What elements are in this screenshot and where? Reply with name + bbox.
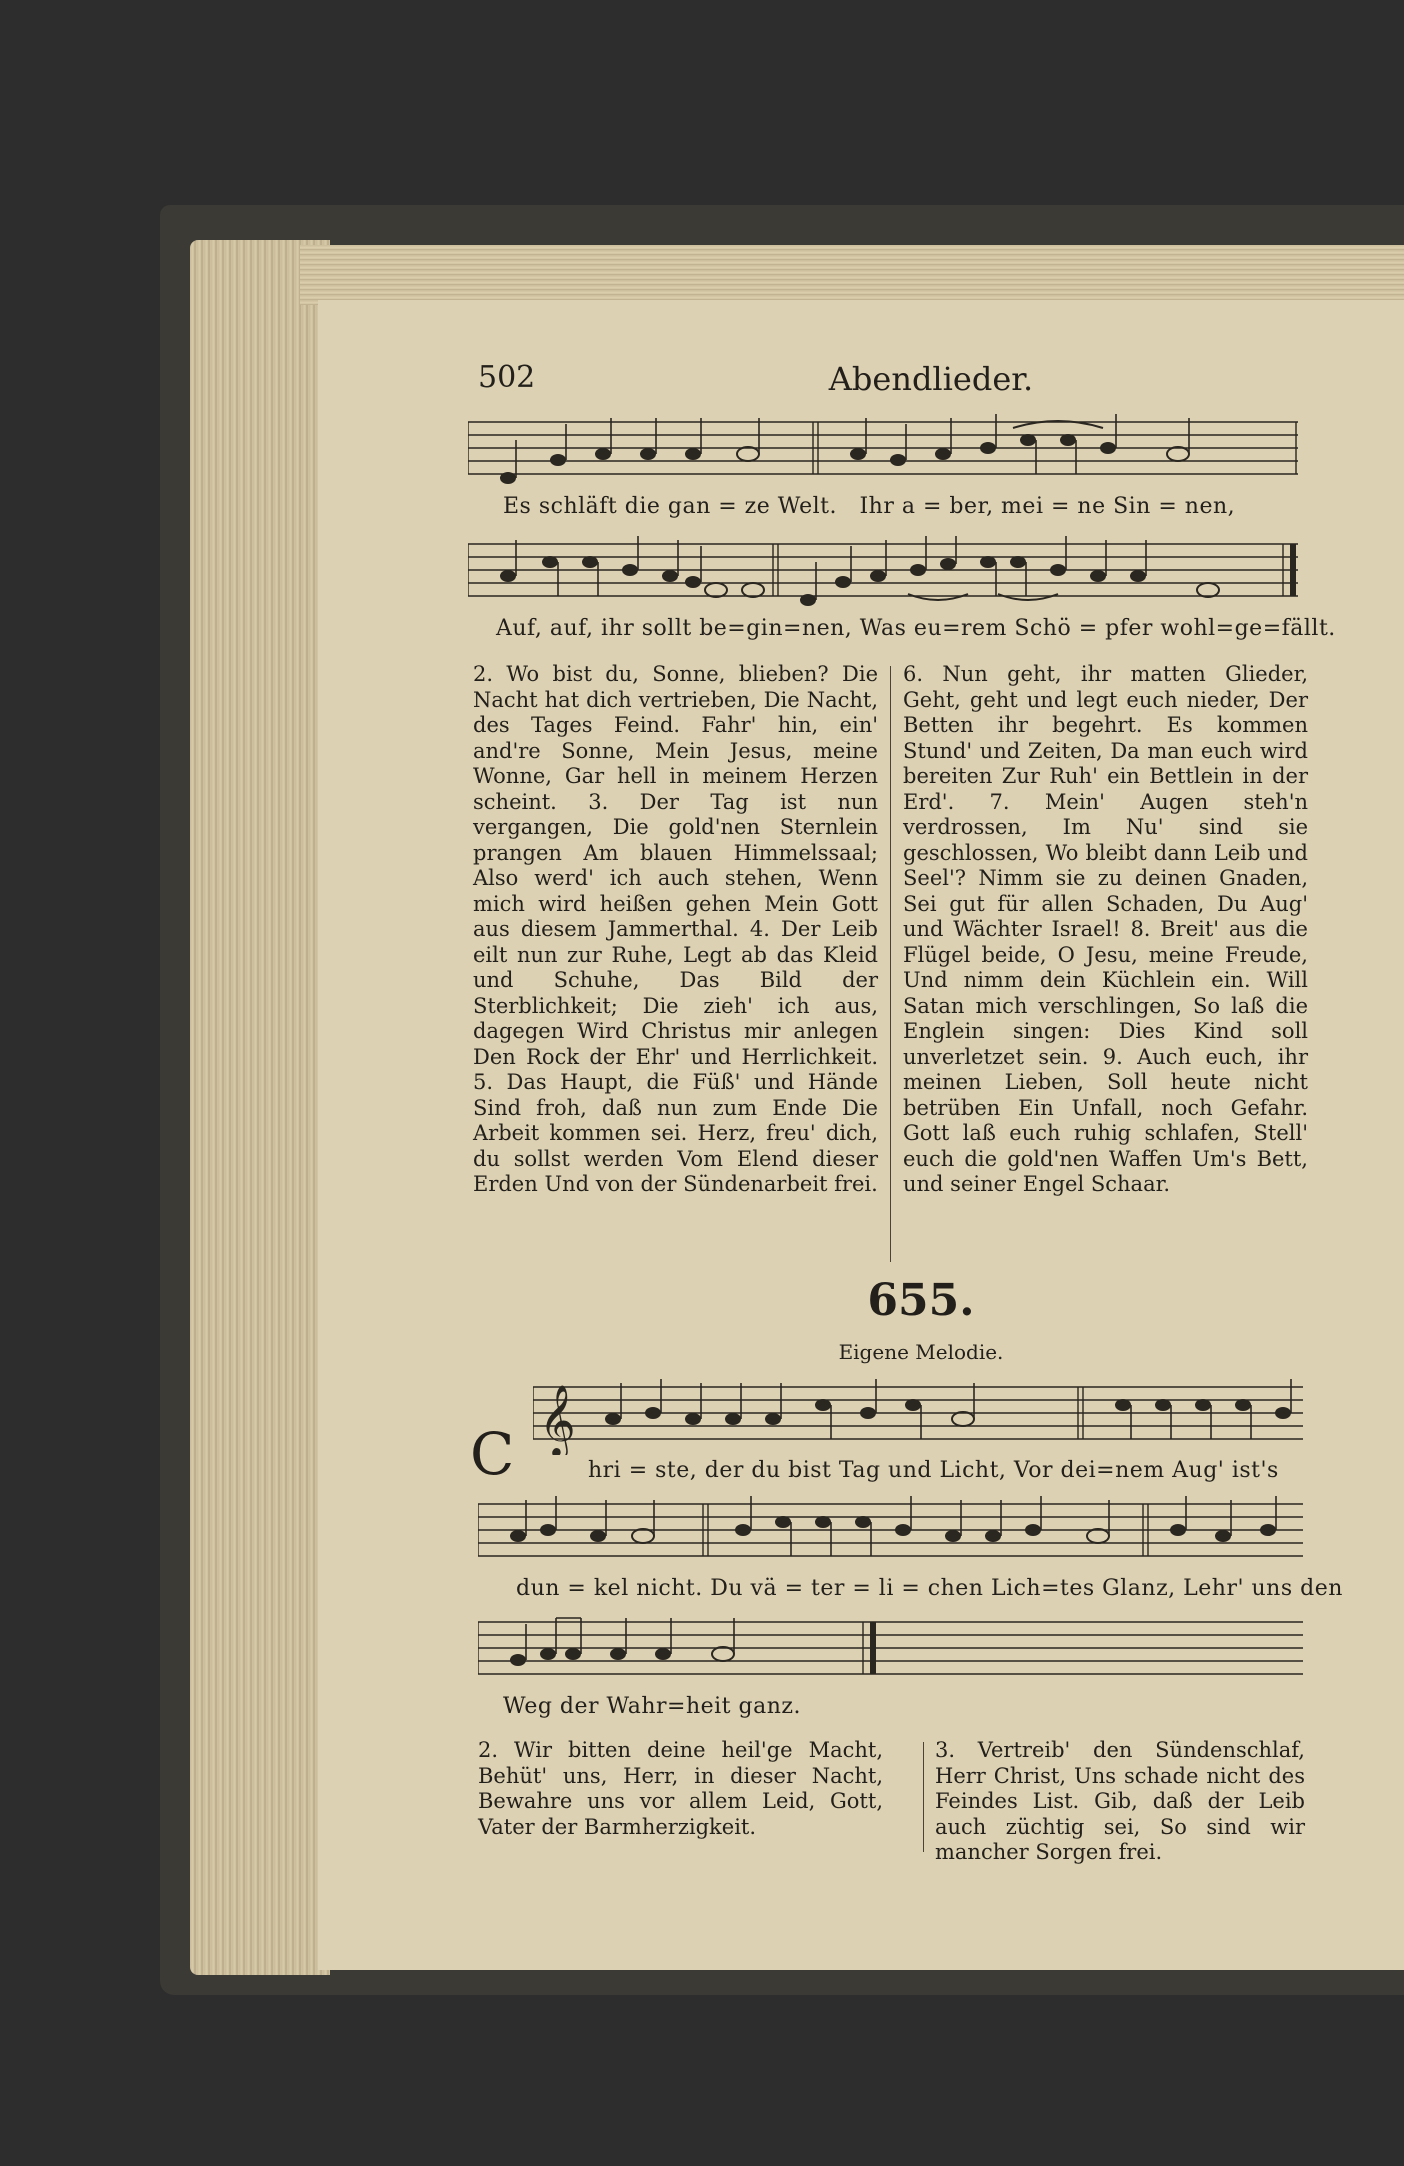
column-divider-2 (923, 1742, 924, 1852)
svg-text:𝄞: 𝄞 (539, 1383, 576, 1455)
staff-1-notation (468, 410, 1298, 490)
page-edges (190, 240, 330, 1975)
column-divider-1 (890, 666, 891, 1262)
drop-initial: C (470, 1420, 515, 1488)
hymn1-lyric-line-2: Auf, auf, ihr sollt be=gin=nen, Was eu=rem Schö = pfer wohl=ge=fällt. (496, 616, 1336, 641)
staff-5-notation (478, 1610, 1303, 1690)
page-top-edge (300, 245, 1404, 305)
hymn1-verses-left: 2. Wo bist du, Sonne, blieben? Die Nacht hat dich vertrieben, Die Nacht, des Tages Feind. Fahr' hin, ein' and're Sonne, Mein Jesus, meine Wonne, Gar hell in meinem Herzen scheint. 3. Der Tag ist nun vergangen, Die gold'nen Sternlein prangen Am blauen Himmelssaal; Also werd' ich auch stehen, Wenn mich wird heißen gehen Mein Gott aus diesem Jammerthal. 4. Der Leib eilt nun zur Ruhe, Legt ab das Kleid und Schuhe, Das Bild der Sterblichkeit; Die zieh' ich aus, dagegen Wird Christus mir anlegen Den Rock der Ehr' und Herrlichkeit. 5. Das Haupt, die Füß' und Hände Sind froh, daß nun zum Ende Die Arbeit kommen sei. Herz, freu' dich, du sollst werden Vom Elend dieser Erden Und von der Sündenarbeit frei. (473, 662, 878, 1196)
melody-note: Eigene Melodie. (838, 1340, 1004, 1364)
page-number: 502 (478, 360, 536, 395)
hymn2-verses-left: 2. Wir bitten deine heil'ge Macht, Behüt' uns, Herr, in dieser Nacht, Bewahre uns vor allem Leid, Gott, Vater der Barmherzigkeit. (478, 1738, 883, 1839)
book-page (318, 300, 1404, 1970)
hymn1-verses-right: 6. Nun geht, ihr matten Glieder, Geht, geht und legt euch nieder, Der Betten ihr begehrt. Es kommen Stund' und Zeiten, Da man euch wird bereiten Zur Ruh' ein Bettlein in der Erd'. 7. Mein' Augen steh'n verdrossen, Im Nu' sind sie geschlossen, Wo bleibt dann Leib und Seel'? Nimm sie zu deinen Gnaden, Sei gut für allen Schaden, Du Aug' und Wächter Israel! 8. Breit' aus die Flügel beide, O Jesu, meine Freude, Und nimm dein Küchlein ein. Will Satan mich verschlingen, So laß die Englein singen: Dies Kind soll unverletzet sein. 9. Auch euch, ihr meinen Lieben, Soll heute nicht betrüben Ein Unfall, noch Gefahr. Gott laß euch ruhig schlafen, Stell' euch die gold'nen Waffen Um's Bett, und seiner Engel Schaar. (903, 662, 1308, 1196)
music-staff-1 (468, 410, 1298, 490)
staff-2-notation (468, 532, 1298, 612)
music-staff-2 (468, 532, 1298, 612)
music-staff-4 (478, 1492, 1303, 1572)
hymn2-lyric-line-3: Weg der Wahr=heit ganz. (503, 1694, 801, 1719)
staff-4-notation (478, 1492, 1303, 1572)
hymn2-lyric-line-2: dun = kel nicht. Du vä = ter = li = chen Lich=tes Glanz, Lehr' uns den (516, 1576, 1343, 1601)
music-staff-5 (478, 1610, 1303, 1690)
music-staff-3 (533, 1375, 1303, 1455)
hymn-number: 655. (867, 1275, 975, 1326)
page-title: Abendlieder. (828, 360, 1034, 398)
hymn2-verses-right: 3. Vertreib' den Sündenschlaf, Herr Christ, Uns schade nicht des Feindes List. Gib, daß der Leib auch züchtig sei, So sind wir mancher Sorgen frei. (935, 1738, 1305, 1864)
page-header (478, 360, 1384, 400)
hymn2-lyric-line-1: hri = ste, der du bist Tag und Licht, Vor dei=nem Aug' ist's (588, 1458, 1279, 1483)
staff-3-notation (533, 1375, 1303, 1455)
hymn1-lyric-line-1: Es schläft die gan = ze Welt. Ihr a = ber, mei = ne Sin = nen, (503, 494, 1236, 519)
